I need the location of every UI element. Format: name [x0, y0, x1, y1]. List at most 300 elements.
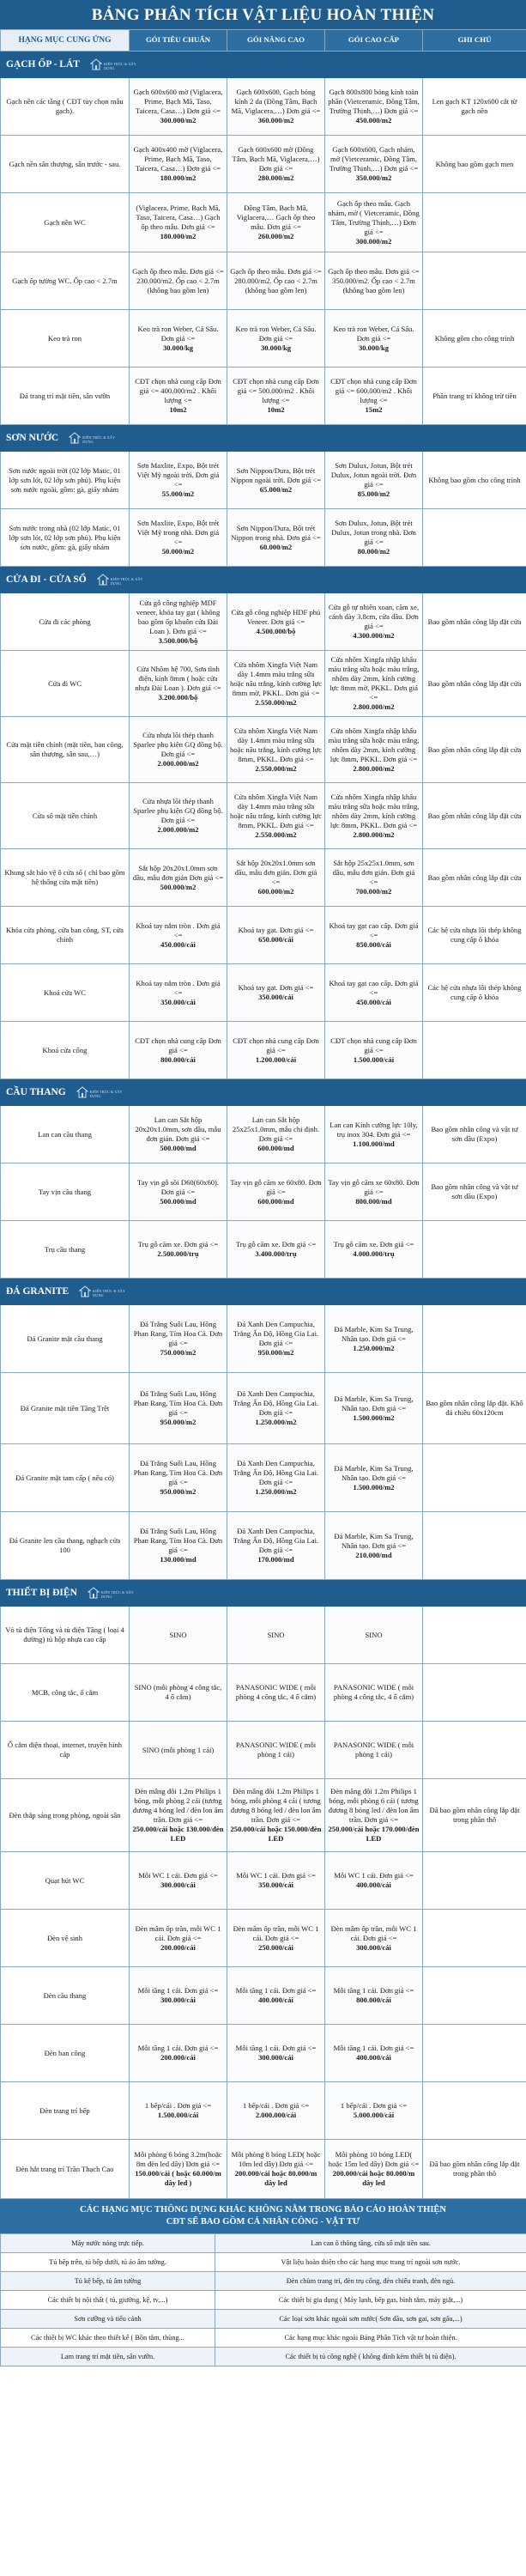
- package-desc: Sắt hộp 20x20x1.0mm sơn dầu, mẫu đơn giản. Đơn giá <=: [234, 859, 317, 886]
- package-cell-premium: [325, 1305, 423, 1373]
- package-cell-advanced: [227, 310, 325, 368]
- package-cell-standard: [130, 1967, 227, 2025]
- package-desc: Đèn mâm ốp trần, mỗi WC 1 cái. Đơn giá <=: [330, 1923, 417, 1942]
- package-cell-standard: [130, 1022, 227, 1079]
- package-cell-standard: [130, 1852, 227, 1910]
- package-desc: Đèn mâng đôi 1.2m Philips 1 bóng, mỗi phòng 2 cái (tương đương 4 bóng led / đèn lon âm trần. Đơn giá <=: [132, 1787, 224, 1824]
- package-price: 30.000/kg: [260, 343, 292, 352]
- row-note: Đã bao gồm nhân công lắp đặt trong phần thô: [423, 2140, 526, 2199]
- table-row: [1, 509, 526, 567]
- package-cell-standard: [130, 1722, 227, 1779]
- package-price: 2.000.000/m2: [157, 825, 199, 834]
- package-desc: CĐT chọn nhà cung cấp Đơn giá <= 500.000/m2 . Khối lượng <=: [233, 377, 319, 404]
- footer-row: [1, 2272, 526, 2291]
- package-price: 250.000/cái: [258, 1942, 293, 1952]
- table-row: [1, 1305, 526, 1373]
- package-price: 950.000/m2: [160, 1418, 196, 1426]
- package-desc: Mỗi WC 1 cái. Đơn giá <=: [236, 1871, 316, 1880]
- row-note: Bao gồm nhân công lắp đặt cửa: [423, 593, 526, 651]
- package-desc: Đá Trắng Suối Lau, Hồng Phan Rang, Tím Hoa Cà. Đơn giá <=: [133, 1459, 223, 1486]
- row-note: [423, 193, 526, 252]
- package-cell-premium: [325, 1444, 423, 1512]
- package-cell-advanced: [227, 1373, 325, 1444]
- package-cell-advanced: [227, 1512, 325, 1580]
- table-row: [1, 193, 526, 252]
- package-price: 80.000/m2: [357, 547, 390, 556]
- row-item-name: Đèn thắp sáng trong phòng, ngoài sân: [1, 1779, 130, 1852]
- package-cell-advanced: [227, 907, 325, 964]
- package-price: 250.000/cái hoặc 170.000/đèn LED: [328, 1825, 420, 1843]
- table-row: [1, 1106, 526, 1163]
- row-item-name: Lan can cầu thang: [1, 1106, 130, 1163]
- row-note: Đã bao gồm nhân công lắp đặt trong phần thô: [423, 1779, 526, 1852]
- package-desc: CĐT chọn nhà cung cấp Đơn giá <=: [135, 1036, 221, 1054]
- package-desc: PANASONIC WIDE ( mỗi phòng 1 cái): [235, 1741, 317, 1759]
- package-desc: Đá Xanh Đen Campuchia, Trắng Ấn Độ, Hồng Gia Lai. Đơn giá <=: [233, 1527, 319, 1554]
- footer-heading-line2: CĐT SẼ BAO GỒM CẢ NHÂN CÔNG - VẬT TƯ: [166, 2217, 360, 2227]
- package-desc: 1 bếp/cái . Đơn giá <=: [242, 2101, 310, 2110]
- package-price: 1.500.000/m2: [353, 1413, 395, 1422]
- logo-text: KIẾN TRÚC & XÂY DỰNG: [89, 1090, 123, 1099]
- package-price: 65.000/m2: [259, 484, 293, 494]
- package-cell-premium: [325, 2140, 423, 2199]
- footer-row: [1, 2253, 526, 2272]
- package-cell-advanced: [227, 2025, 325, 2082]
- footer-item: Các thiết bị nội thất ( tủ, giường, kệ, tv,...): [1, 2291, 215, 2310]
- package-price: 2.800.000/m2: [353, 763, 395, 773]
- table-row: [1, 252, 526, 310]
- table-row: [1, 1373, 526, 1444]
- section-title: [1, 52, 526, 78]
- package-price: 300.000/cái: [258, 2053, 293, 2062]
- section-header: [1, 567, 526, 593]
- footer-row: [1, 2310, 526, 2329]
- package-desc: Gạch ốp theo mẫu. Đơn giá <= 230.000/m2. Ốp cao < 2.7m (không bao gồm len): [132, 266, 224, 295]
- package-cell-premium: [325, 907, 423, 964]
- section-header: [1, 1580, 526, 1607]
- row-item-name: MCB, công tắc, ổ cắm: [1, 1664, 130, 1722]
- package-price: 600.000/md: [257, 1196, 294, 1206]
- package-price: 2.000.000/m2: [157, 759, 199, 768]
- logo-text: KIẾN TRÚC & XÂY DỰNG: [110, 577, 143, 586]
- row-note: [423, 252, 526, 310]
- package-desc: Đèn mâm ốp trần, mỗi WC 1 cái. Đơn giá <=: [233, 1923, 319, 1942]
- footer-item: Lan can ô thông tầng, cửa sổ mặt tiền sau.: [215, 2234, 526, 2253]
- package-desc: Lan can Sắt hộp 25x25x1.0mm, mẫu chi định. Đơn giá <=: [232, 1115, 320, 1143]
- package-desc: Cửa nhôm Xingfa nhập khẩu màu trắng sữa hoặc màu trắng, nhôm dày 2mm, kính cường lực 8mm, PKKL. Đơn giá <=: [328, 726, 420, 763]
- package-desc: CĐT chọn nhà cung cấp Đơn giá <= 600.000/m2 . Khối lượng <=: [330, 377, 417, 404]
- row-item-name: Khoá cửa WC: [1, 964, 130, 1022]
- package-cell-standard: [130, 964, 227, 1022]
- package-desc: Cửa gỗ công nghiệp HDF phủ Veneer. Đơn giá <=: [231, 607, 321, 626]
- package-cell-advanced: [227, 593, 325, 651]
- row-note: [423, 1967, 526, 2025]
- package-desc: Gạch 600x600, Gạch bóng kính 2 da (Đồng Tâm, Bạch Mã, Viglacera,…) Đơn giá <=: [231, 88, 321, 115]
- section-header: [1, 52, 526, 78]
- package-desc: 1 bếp/cái . Đơn giá <=: [144, 2101, 212, 2110]
- row-note: [423, 1221, 526, 1279]
- section-title: [1, 1279, 526, 1305]
- package-desc: Cửa nhôm Xingfa nhập khẩu màu trắng sữa hoặc màu trắng, nhôm dày 2mm, kính cường lực 8mm, PKKL. Đơn giá <=: [328, 792, 420, 829]
- package-cell-advanced: [227, 2082, 325, 2140]
- section-header: [1, 1279, 526, 1305]
- package-cell-advanced: [227, 78, 325, 136]
- table-row: [1, 717, 526, 783]
- logo-text: KIẾN TRÚC & XÂY DỰNG: [93, 1289, 125, 1298]
- package-desc: Keo trà ron Weber, Cá Sấu. Đơn giá <=: [333, 324, 414, 343]
- table-row: [1, 1852, 526, 1910]
- col-header-item: HẠNG MỤC CUNG ỨNG: [1, 30, 130, 52]
- package-cell-premium: [325, 1967, 423, 2025]
- table-row: [1, 1910, 526, 1967]
- package-cell-advanced: [227, 1444, 325, 1512]
- package-cell-premium: [325, 136, 423, 193]
- package-cell-advanced: [227, 1779, 325, 1852]
- package-desc: Lan can Kính cường lực 10ly, trụ inox 304. Đơn giá <=: [330, 1120, 418, 1139]
- row-item-name: Đá Granite mặt cầu thang: [1, 1305, 130, 1373]
- col-header-standard: GÓI TIÊU CHUẨN: [130, 30, 227, 52]
- col-header-advanced: GÓI NÂNG CAO: [227, 30, 325, 52]
- company-logo-icon: [88, 1587, 139, 1599]
- row-item-name: Keo trà ron: [1, 310, 130, 368]
- section-title-text: CỬA ĐI - CỬA SỔ: [6, 574, 87, 585]
- package-cell-advanced: [227, 252, 325, 310]
- footer-row: [1, 2329, 526, 2348]
- table-row: [1, 2025, 526, 2082]
- row-note: Không bao gồm cho công trình: [423, 452, 526, 509]
- package-desc: Cửa nhựa lõi thép thanh Sparlee phụ kiện GQ đồng bộ. Đơn giá <=: [133, 731, 223, 758]
- package-desc: Gạch ốp theo mẫu. Gạch nhám, mờ ( Vietceramic, Đồng Tâm, Trường Thịnh,…) Đơn giá <=: [328, 198, 420, 236]
- package-desc: Trụ gỗ căm xe. Đơn giá <=: [235, 1240, 317, 1249]
- package-price: 50.000/m2: [161, 547, 195, 556]
- package-cell-advanced: [227, 849, 325, 907]
- package-desc: Khoá tay nắm tròn . Đơn giá <=: [136, 978, 221, 997]
- package-desc: SINO: [169, 1630, 187, 1639]
- package-price: 250.000/cái hoặc 150.000/đèn LED: [230, 1825, 322, 1843]
- table-row: [1, 310, 526, 368]
- row-item-name: Đèn vệ sinh: [1, 1910, 130, 1967]
- package-cell-standard: [130, 593, 227, 651]
- row-item-name: Đá Granite mặt tam cấp ( nếu có): [1, 1444, 130, 1512]
- package-desc: Mỗi phòng 8 bóng LED( hoặc 10m led dây) Đơn giá <=: [231, 2150, 321, 2168]
- table-row: [1, 1664, 526, 1722]
- package-price: 200.000/cái hoặc 80.000/m dây led: [332, 2169, 415, 2187]
- section-header: [1, 425, 526, 452]
- package-price: 850.000/cái: [356, 939, 391, 949]
- row-item-name: Gạch nền sân thượng, sân trước - sau.: [1, 136, 130, 193]
- footer-body: [1, 2234, 526, 2366]
- package-price: 10m2: [169, 405, 187, 414]
- package-price: 250.000/cái hoặc 130.000/đèn LED: [132, 1825, 224, 1843]
- package-cell-standard: [130, 452, 227, 509]
- table-row: [1, 849, 526, 907]
- package-price: 2.500.000/trụ: [157, 1249, 199, 1258]
- package-desc: CĐT chọn nhà cung cấp Đơn giá <=: [330, 1036, 417, 1054]
- package-price: 800.000/cái: [160, 1054, 196, 1064]
- row-item-name: Ổ cắm điện thoại, internet, truyền hình cáp: [1, 1722, 130, 1779]
- package-price: 700.000/m2: [355, 887, 392, 896]
- package-cell-advanced: [227, 1607, 325, 1664]
- package-desc: Đá Trắng Suối Lau, Hồng Phan Rang, Tím Hoa Cà. Đơn giá <=: [133, 1389, 223, 1417]
- row-item-name: Khung sắt bảo vệ ô cửa sổ ( chỉ bao gồm hệ thống cửa mặt tiền): [1, 849, 130, 907]
- table-row: [1, 964, 526, 1022]
- package-desc: Sắt hộp 20x20x1.0mm sơn dầu, mẫu đơn giản Đơn giá <=: [132, 863, 224, 882]
- package-desc: Lan can Sắt hộp 20x20x1.0mm, sơn dầu, mẫu đơn giản. Đơn giá <=: [135, 1115, 221, 1143]
- table-row: [1, 1221, 526, 1279]
- row-item-name: Vỏ tủ điện Tổng và tủ điện Tầng ( loại 4 đường) tủ hộp nhựa cao cấp: [1, 1607, 130, 1664]
- package-desc: Mỗi tầng 1 cái. Đơn giá <=: [235, 1986, 317, 1995]
- package-price: 600.000/md: [257, 1144, 294, 1152]
- package-desc: Cửa nhựa lõi thép thanh Sparlee phụ kiện GQ đồng bộ. Đơn giá <=: [133, 797, 223, 824]
- row-note: Phần trang trí không trừ tiền: [423, 368, 526, 425]
- row-item-name: Đá trang trí mặt tiền, sân vườn: [1, 368, 130, 425]
- package-desc: Tay vịn gỗ căm xe 60x80. Đơn giá <=: [328, 1177, 420, 1196]
- table-row: [1, 1607, 526, 1664]
- footer-heading: [0, 2199, 526, 2233]
- footer-item: Sơn cưỡng và tiểu cảnh: [1, 2310, 215, 2329]
- footer-row: [1, 2348, 526, 2366]
- package-cell-standard: [130, 2140, 227, 2199]
- package-price: 60.000/m2: [259, 542, 293, 551]
- package-cell-premium: [325, 651, 423, 717]
- package-cell-standard: [130, 1373, 227, 1444]
- package-cell-standard: [130, 2025, 227, 2082]
- package-price: 55.000/m2: [161, 489, 195, 498]
- package-price: 1.250.000/m2: [353, 1343, 395, 1352]
- package-price: 2.550.000/m2: [255, 697, 297, 707]
- package-desc: (Viglacera, Prime, Bạch Mã, Taso, Taicera, Casa…) Gạch ốp theo mẫu. Đơn giá <=: [136, 204, 221, 231]
- row-note: [423, 1022, 526, 1079]
- logo-text: KIẾN TRÚC & XÂY DỰNG: [100, 1590, 134, 1600]
- package-cell-premium: [325, 193, 423, 252]
- package-desc: Tay vịn gỗ căm xe 60x80. Đơn giá <=: [230, 1177, 322, 1196]
- row-note: [423, 1722, 526, 1779]
- package-cell-premium: [325, 849, 423, 907]
- package-cell-premium: [325, 1722, 423, 1779]
- section-title: [1, 425, 526, 452]
- package-cell-standard: [130, 368, 227, 425]
- package-cell-standard: [130, 1910, 227, 1967]
- package-desc: Đồng Tâm, Bạch Mã, Viglacera,… Gạch ốp theo mẫu. Đơn giá <=: [236, 204, 316, 231]
- section-title-text: GẠCH ỐP - LÁT: [6, 58, 80, 70]
- package-desc: SINO: [365, 1630, 383, 1639]
- materials-table: [0, 29, 526, 2199]
- package-cell-standard: [130, 1305, 227, 1373]
- package-cell-advanced: [227, 1221, 325, 1279]
- package-price: 1.500.000/cái: [157, 2111, 199, 2119]
- row-item-name: Sơn nước trong nhà (02 lớp Matic, 01 lớp sơn lót, 02 lớp sơn phủ). Phụ kiện sơn nước, gồm: gà, giấy nhám: [1, 509, 130, 567]
- package-price: 10m2: [267, 405, 285, 414]
- package-cell-premium: [325, 1910, 423, 1967]
- package-cell-advanced: [227, 783, 325, 849]
- package-price: 1.200.000/cái: [255, 1054, 297, 1064]
- package-cell-advanced: [227, 1664, 325, 1722]
- package-desc: Gạch ốp theo mẫu. Đơn giá <= 350.000/m2. Ốp cao < 2.7m (không bao gồm len): [328, 266, 420, 295]
- package-desc: Gạch 600x600 mờ (Viglacera, Prime, Bạch Mã, Taso, Taicera, Casa…) Đơn giá <=: [133, 88, 223, 115]
- package-cell-advanced: [227, 193, 325, 252]
- package-cell-premium: [325, 2082, 423, 2140]
- row-item-name: Trụ cầu thang: [1, 1221, 130, 1279]
- package-desc: Mỗi phòng 10 bóng LED( hoặc 15m led dây) Đơn giá <=: [328, 2150, 420, 2168]
- package-price: 4.000.000/trụ: [353, 1249, 395, 1258]
- package-price: 2.000.000/cái: [255, 2111, 297, 2119]
- package-desc: Sơn Dulux, Jotun, Bột trét Dulux, Jotun trong nhà. Đơn giá <=: [331, 519, 416, 546]
- package-price: 1.250.000/m2: [255, 1418, 297, 1426]
- package-price: 1.500.000/cái: [353, 1054, 395, 1064]
- package-desc: Đèn mâm ốp trần, mỗi WC 1 cái. Đơn giá <=: [135, 1923, 221, 1942]
- package-desc: Sơn Nippon/Dura, Bột trét Nippon ngoài trời. Đơn giá <=: [230, 465, 322, 484]
- package-price: 360.000/m2: [257, 116, 294, 125]
- row-note: Không gồm cho công trình: [423, 310, 526, 368]
- row-note: Len gạch KT 120x600 cắt từ gạch nền: [423, 78, 526, 136]
- package-price: 500.000/md: [160, 1144, 196, 1152]
- package-desc: Tay vịn gỗ sồi D60(60x60). Đơn giá <=: [136, 1177, 220, 1196]
- package-desc: Cửa nhôm Xingfa nhập khẩu màu trắng sữa hoặc màu trắng, nhôm dày 2mm, kính cường lực 8mm mờ, PKKL. Đơn giá <=: [328, 655, 420, 702]
- package-desc: CĐT chọn nhà cung cấp Đơn giá <= 400.000/m2 . Khối lượng <=: [135, 377, 221, 404]
- package-price: 5.000.000/cái: [353, 2111, 395, 2119]
- package-desc: Cửa gỗ tự nhiên xoan, căm xe, cánh dày 3.8cm, cửa dầu. Đơn giá <=: [328, 603, 420, 630]
- package-price: 750.000/m2: [160, 1348, 196, 1357]
- package-cell-premium: [325, 1664, 423, 1722]
- section-title: [1, 1079, 526, 1106]
- package-price: 2.800.000/m2: [353, 702, 395, 711]
- package-price: 650.000/cái: [258, 935, 293, 944]
- package-price: 2.550.000/m2: [255, 763, 297, 773]
- package-price: 350.000/cái: [160, 997, 196, 1006]
- package-price: 300.000/m2: [355, 236, 392, 246]
- package-desc: Gạch 400x400 mờ (Viglacera, Prime, Bạch Mã, Taso, Taicera, Casa…) Đơn giá <=: [133, 145, 223, 173]
- row-item-name: Cửa sổ mặt tiền chính: [1, 783, 130, 849]
- footer-item: Máy nước nóng trực tiếp.: [1, 2234, 215, 2253]
- table-row: [1, 783, 526, 849]
- package-cell-premium: [325, 1779, 423, 1852]
- package-price: 130.000/md: [160, 1555, 196, 1564]
- package-cell-advanced: [227, 1106, 325, 1163]
- package-cell-advanced: [227, 509, 325, 567]
- package-price: 450.000/cái: [356, 997, 391, 1006]
- package-desc: SINO: [267, 1630, 285, 1639]
- package-price: 210.000/md: [355, 1550, 392, 1559]
- footer-heading-line1: CÁC HẠNG MỤC THÔNG DỤNG KHÁC KHÔNG NẰM TRONG BÁO CÁO HOÀN THIỆN: [79, 2205, 447, 2215]
- row-item-name: Đèn cầu thang: [1, 1967, 130, 2025]
- package-cell-premium: [325, 1852, 423, 1910]
- package-desc: Đá Marble, Kim Sa Trung, Nhân tạo. Đơn giá <=: [334, 1463, 414, 1482]
- package-cell-standard: [130, 849, 227, 907]
- package-cell-premium: [325, 1106, 423, 1163]
- package-cell-standard: [130, 1106, 227, 1163]
- package-desc: Đèn mâng đôi 1.2m Philips 1 bóng, mỗi phòng 4 cái ( tương đương 8 bóng led / đèn lon âm trần. Đơn giá <=: [230, 1787, 322, 1824]
- package-cell-premium: [325, 783, 423, 849]
- table-row: [1, 1444, 526, 1512]
- package-cell-advanced: [227, 1022, 325, 1079]
- package-price: 1.500.000/m2: [353, 1482, 395, 1492]
- row-note: Bao gồm nhân công lắp đặt cửa: [423, 849, 526, 907]
- package-price: 180.000/m2: [160, 232, 196, 240]
- row-item-name: Cửa đi các phòng: [1, 593, 130, 651]
- package-desc: Mỗi WC 1 cái. Đơn giá <=: [138, 1871, 218, 1880]
- row-note: [423, 1664, 526, 1722]
- row-note: [423, 2025, 526, 2082]
- package-cell-premium: [325, 368, 423, 425]
- package-desc: Đá Marble, Kim Sa Trung, Nhân tạo. Đơn giá <=: [334, 1324, 414, 1343]
- package-cell-standard: [130, 509, 227, 567]
- package-price: 350.000/cái: [258, 993, 293, 1001]
- table-row: [1, 907, 526, 964]
- package-price: 4.300.000/m2: [353, 631, 395, 640]
- table-row: [1, 1163, 526, 1221]
- package-cell-premium: [325, 1373, 423, 1444]
- table-row: [1, 1779, 526, 1852]
- package-cell-standard: [130, 907, 227, 964]
- section-header: [1, 1079, 526, 1106]
- package-cell-premium: [325, 717, 423, 783]
- table-row: [1, 136, 526, 193]
- package-desc: Mỗi tầng 1 cái. Đơn giá <=: [137, 1986, 219, 1995]
- package-cell-premium: [325, 2025, 423, 2082]
- row-item-name: Gạch ốp tường WC. Ốp cao < 2.7m: [1, 252, 130, 310]
- package-cell-premium: [325, 310, 423, 368]
- row-note: [423, 1305, 526, 1373]
- logo-text: KIẾN TRÚC & XÂY DỰNG: [82, 435, 116, 445]
- package-cell-premium: [325, 78, 423, 136]
- table-row: [1, 1512, 526, 1580]
- footer-item: Tủ bếp trên, tủ bếp dưới, tủ áo âm tường.: [1, 2253, 215, 2272]
- row-item-name: Gạch nền WC: [1, 193, 130, 252]
- footer-row: [1, 2234, 526, 2253]
- package-price: 950.000/m2: [257, 1348, 294, 1357]
- package-desc: Mỗi WC 1 cái. Đơn giá <=: [334, 1871, 414, 1880]
- package-desc: SINO (mỗi phòng 1 cái): [142, 1745, 215, 1754]
- package-cell-standard: [130, 651, 227, 717]
- table-row: [1, 1022, 526, 1079]
- package-cell-advanced: [227, 368, 325, 425]
- package-cell-standard: [130, 1664, 227, 1722]
- package-cell-premium: [325, 593, 423, 651]
- row-item-name: Đá Granite len cầu thang, nghạch cửa 100: [1, 1512, 130, 1580]
- package-cell-advanced: [227, 1910, 325, 1967]
- package-price: 3.500.000/bộ: [158, 635, 198, 645]
- package-cell-premium: [325, 509, 423, 567]
- package-desc: Đá Xanh Đen Campuchia, Trắng Ấn Độ, Hồng Gia Lai. Đơn giá <=: [233, 1389, 319, 1417]
- package-price: 200.000/cái hoặc 80.000/m dây led: [234, 2169, 317, 2187]
- package-desc: Keo trà ron Weber, Cá Sấu. Đơn giá <=: [235, 324, 317, 343]
- package-price: 800.000/cái: [356, 1996, 391, 2004]
- package-desc: Keo trà ron Weber, Cá Sấu. Đơn giá <=: [137, 324, 219, 343]
- table-body: [1, 52, 526, 2199]
- company-logo-icon: [69, 432, 120, 444]
- package-price: 350.000/cái: [258, 1880, 293, 1889]
- package-price: 180.000/m2: [160, 173, 196, 182]
- row-note: [423, 1444, 526, 1512]
- package-price: 400.000/cái: [258, 1996, 293, 2004]
- section-title: [1, 1580, 526, 1607]
- row-note: [423, 1512, 526, 1580]
- section-title-text: CẦU THANG: [6, 1086, 66, 1097]
- package-cell-advanced: [227, 1967, 325, 2025]
- row-note: Bao gồm nhân công lắp đặt cửa: [423, 783, 526, 849]
- package-cell-advanced: [227, 717, 325, 783]
- package-desc: Đá Trắng Suối Lau, Hồng Phan Rang, Tím Hoa Cà. Đơn giá <=: [133, 1320, 223, 1347]
- package-desc: Gạch ốp theo mẫu. Đơn giá <= 280.000/m2. Ốp cao < 2.7m (không bao gồm len): [230, 266, 322, 295]
- row-note: Các hệ cửa nhựa lõi thép không cung cấp ô khóa: [423, 964, 526, 1022]
- footer-section: [0, 2199, 526, 2366]
- package-desc: Gạch 600x600, Gạch nhám, mờ (Vietceramic, Đồng Tâm, Trường Thịnh,…) Đơn giá <=: [329, 145, 419, 173]
- footer-item: Lam trang trí mặt tiền, sân vườn.: [1, 2348, 215, 2366]
- package-price: 200.000/cái: [160, 1942, 196, 1952]
- package-desc: Mỗi tầng 1 cái. Đơn giá <=: [333, 2044, 414, 2052]
- company-logo-icon: [90, 58, 142, 70]
- package-desc: Mỗi tầng 1 cái. Đơn giá <=: [333, 1986, 414, 1995]
